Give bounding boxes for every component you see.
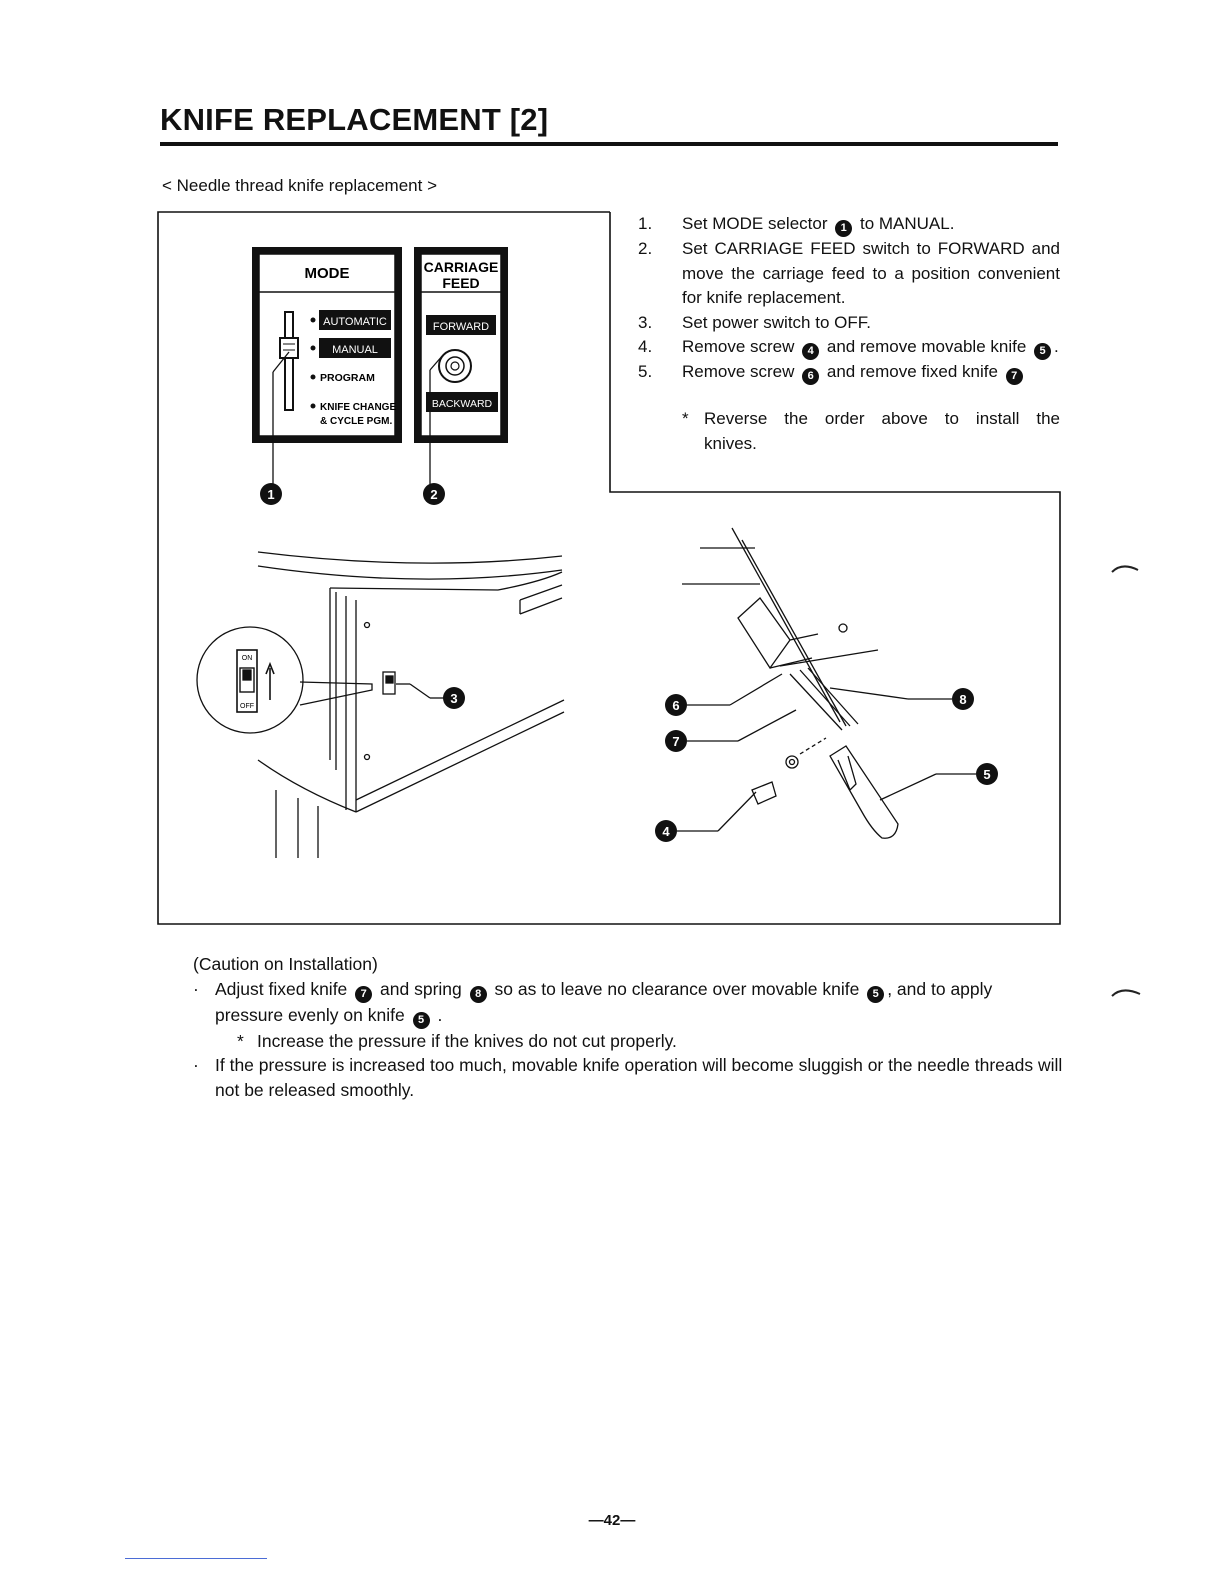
footer-link-line — [125, 1558, 267, 1559]
callout-8 — [830, 688, 974, 710]
mode-slider-track — [285, 312, 293, 410]
svg-text:6: 6 — [672, 698, 680, 713]
callout-3 — [410, 684, 465, 709]
knife-assembly-drawing — [682, 528, 898, 838]
caution-heading: (Caution on Installation) — [193, 954, 378, 974]
callout-5 — [880, 763, 998, 800]
callout-ref-7: 7 — [1006, 368, 1023, 385]
callout-7 — [665, 710, 796, 752]
page-number: —42— — [588, 1512, 636, 1529]
mode-option-automatic: AUTOMATIC — [323, 316, 387, 328]
caution-bullet-1: · Adjust fixed knife 7 and spring 8 so as to leave no clearance over movable knife 5 , and to apply pressure evenly on knife 5 . — [193, 977, 1063, 1029]
instruction-steps — [638, 212, 1060, 457]
page-title: KNIFE REPLACEMENT [2] — [160, 102, 549, 137]
carriage-option-forward: FORWARD — [432, 321, 490, 333]
step-1: 1. Set MODE selector 1 to MANUAL. — [638, 212, 1060, 237]
step-5: 5. Remove screw 6 and remove fixed knife 7 — [638, 360, 1060, 385]
scan-mark — [1112, 566, 1138, 572]
step-4: 4. Remove screw 4 and remove movable knife 5 . — [638, 335, 1060, 360]
step-3: 3. Set power switch to OFF. — [638, 312, 871, 332]
caution-sub-note: * Increase the pressure if the knives do not cut properly. — [237, 1030, 677, 1051]
mode-option-program: PROGRAM — [320, 372, 375, 384]
svg-text:1: 1 — [267, 487, 275, 502]
caution-section — [193, 952, 1063, 1102]
callout-4 — [655, 792, 756, 842]
mode-selector-knob — [280, 338, 298, 358]
callout-ref-5: 5 — [1034, 343, 1051, 360]
mode-panel — [252, 247, 402, 484]
callout-6 — [665, 674, 782, 716]
svg-text:7: 7 — [672, 734, 680, 749]
svg-text:5: 5 — [983, 767, 991, 782]
scan-mark — [1112, 990, 1140, 996]
step-2: 2. Set CARRIAGE FEED switch to FORWARD and move the carriage feed to a position convenient for knife replacement. — [638, 239, 1060, 308]
section-subtitle: < Needle thread knife replacement > — [162, 176, 438, 195]
power-off-label: OFF — [240, 703, 254, 710]
svg-text:3: 3 — [450, 691, 458, 706]
mode-option-knife-change: KNIFE CHANGE — [320, 402, 397, 413]
svg-text:4: 4 — [662, 824, 670, 839]
svg-text:2: 2 — [430, 487, 438, 502]
reverse-order-note: * Reverse the order above to install the — [682, 409, 1060, 429]
mode-title: MODE — [304, 265, 350, 282]
carriage-feed-panel — [414, 247, 508, 484]
callout-2 — [423, 483, 445, 505]
reverse-order-note-line2: knives. — [704, 433, 757, 453]
callout-ref-6: 6 — [802, 368, 819, 385]
power-on-label: ON — [241, 655, 253, 662]
mode-option-cycle-pgm: & CYCLE PGM. — [320, 416, 393, 427]
carriage-title-2: FEED — [442, 275, 480, 291]
carriage-title-1: CARRIAGE — [423, 259, 499, 275]
carriage-option-backward: BACKWARD — [431, 398, 493, 410]
svg-text:8: 8 — [959, 692, 967, 707]
caution-bullet-2: · If the pressure is increased too much, movable knife operation will become sluggish or the needle threads will not be released smoothly. — [193, 1055, 1063, 1100]
callout-1 — [260, 483, 282, 505]
mode-option-manual: MANUAL — [332, 344, 378, 356]
callout-ref-1: 1 — [835, 220, 852, 237]
callout-ref-4: 4 — [802, 343, 819, 360]
